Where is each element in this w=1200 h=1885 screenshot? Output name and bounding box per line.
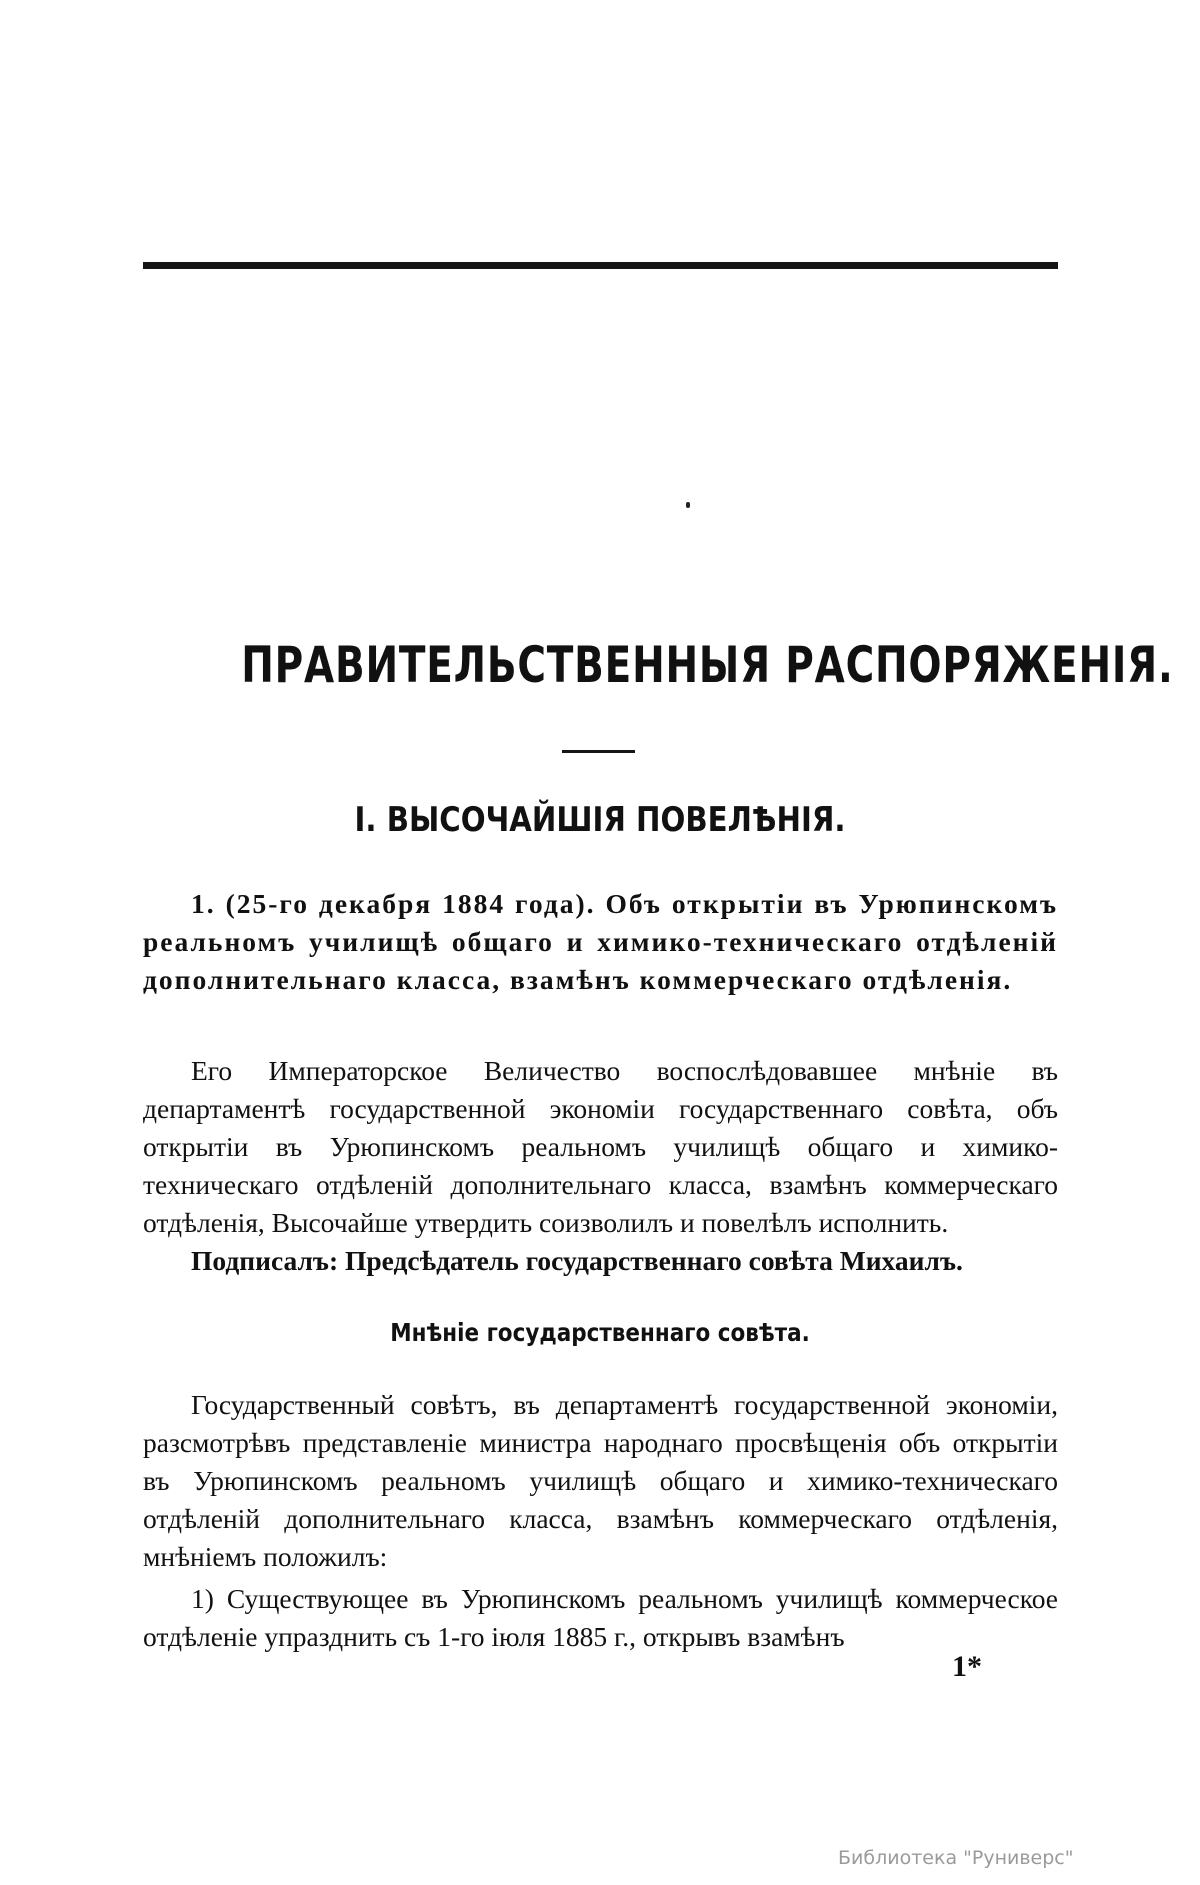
sheet-signature: 1* [952,1650,982,1683]
title-divider [562,750,635,753]
paragraph-3-block [143,1580,1058,1656]
paragraph-2-block [143,1386,1058,1576]
opinion-heading: Мнѣніе государственнаго совѣта. [390,1318,810,1347]
paragraph-3: 1) Существующее въ Урюпинскомъ реальномъ училищѣ коммерческое отдѣленіе упразднить съ 1-го іюля 1885 г., открывъ взамѣнъ [143,1583,1058,1652]
paragraph-1: Его Императорское Величество воспослѣдовавшее мнѣніе въ департаментѣ государственной экономіи государственнаго совѣта, объ открытіи въ Урюпинскомъ реальномъ училищѣ общаго и химико-техническаго отдѣленій дополнительнаго класса, взамѣнъ коммерческаго отдѣленія, Высочайше утвердить соизволилъ и повелѣлъ исполнить. [143,1055,1058,1238]
paragraph-1-block [143,1052,1058,1242]
page-title: ПРАВИТЕЛЬСТВЕННЫЯ РАСПОРЯЖЕНІЯ. [241,636,1174,694]
top-rule [143,262,1058,269]
decree-heading: 1. (25-го декабря 1884 года). Объ открытіи въ Урюпинскомъ реальномъ училищѣ общаго и химико-техническаго отдѣленій дополнительнаго класса, взамѣнъ коммерческаго отдѣленія. [143,888,1058,995]
library-credit: Библиотека "Руниверс" [838,1847,1074,1869]
signature-line: Подписалъ: Предсѣдатель государственнаго совѣта Михаилъ. [191,1245,963,1276]
print-speck [686,502,690,508]
section-title: I. ВЫСОЧАЙШІЯ ПОВЕЛѢНІЯ. [354,800,846,840]
decree-heading-block [143,885,1058,999]
paragraph-2: Государственный совѣтъ, въ департаментѣ государственной экономіи, разсмотрѣвъ представленіе министра народнаго просвѣщенія объ открытіи въ Урюпинскомъ реальномъ училищѣ общаго и химико-техническаго отдѣленій дополнительнаго класса, взамѣнъ коммерческаго отдѣленія, мнѣніемъ положилъ: [143,1389,1058,1572]
